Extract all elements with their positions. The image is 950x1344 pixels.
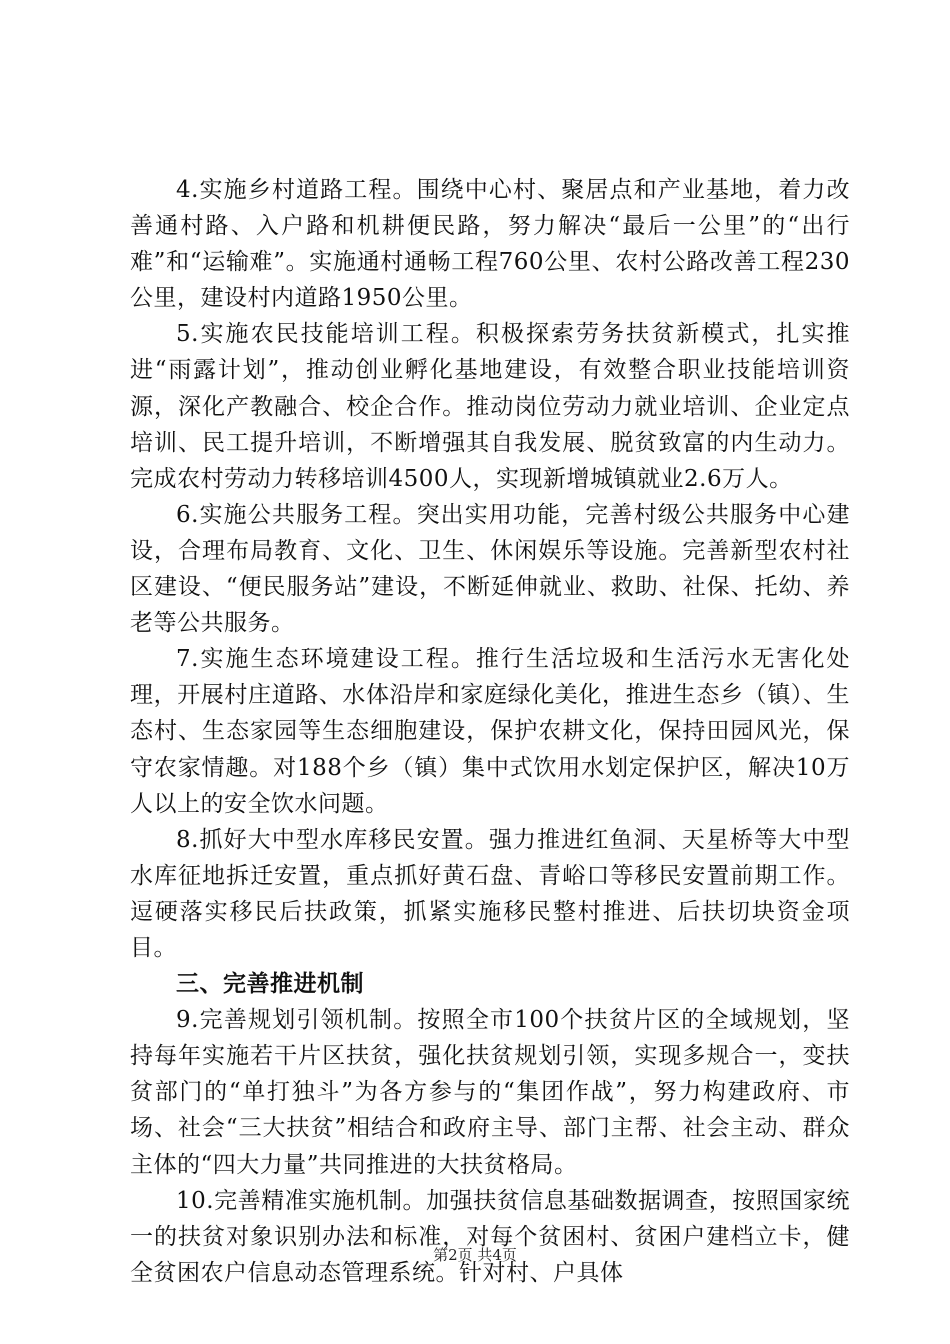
paragraph-planning-mechanism: 9.完善规划引领机制。按照全市100个扶贫片区的全域规划，坚持每年实施若干片区扶贫，强化扶贫规划引领，实现多规合一，变扶贫部门的“单打独斗”为各方参与的“集团作战”，努力构建政府、市场、社会“三大扶贫”相结合和政府主导、部门主帮、社会主动、群众主体的“四大力量”共同推进的大扶贫格局。 — [130, 1007, 850, 1178]
paragraph-precision-mechanism: 10.完善精准实施机制。加强扶贫信息基础数据调查，按照国家统一的扶贫对象识别办法和标准，对每个贫困村、贫困户建档立卡，健全贫困农户信息动态管理系统。针对村、户具体 — [130, 1187, 850, 1286]
paragraph-skills-training: 5.实施农民技能培训工程。积极探索劳务扶贫新模式，扎实推进“雨露计划”，推动创业孵化基地建设，有效整合职业技能培训资源，深化产教融合、校企合作。推动岗位劳动力就业培训、企业定点培训、民工提升培训，不断增强其自我发展、脱贫致富的内生动力。完成农村劳动力转移培训4500人，实现新增城镇就业2.6万人。 — [130, 321, 850, 492]
paragraph-ecology: 7.实施生态环境建设工程。推行生活垃圾和生活污水无害化处理，开展村庄道路、水体沿岸和家庭绿化美化，推进生态乡（镇）、生态村、生态家园等生态细胞建设，保护农耕文化，保持田园风光，保守农家情趣。对188个乡（镇）集中式饮用水划定保护区，解决10万人以上的安全饮水问题。 — [130, 646, 850, 817]
paragraph-reservoir-resettlement: 8.抓好大中型水库移民安置。强力推进红鱼洞、天星桥等大中型水库征地拆迁安置，重点抓好黄石盘、青峪口等移民安置前期工作。逗硬落实移民后扶政策，抓紧实施移民整村推进、后扶切块资金项目。 — [130, 826, 850, 961]
document-body — [130, 172, 850, 1291]
paragraph-road-project: 4.实施乡村道路工程。围绕中心村、聚居点和产业基地，着力改善通村路、入户路和机耕便民路，努力解决“最后一公里”的“出行难”和“运输难”。实施通村通畅工程760公里、农村公路改善工程230公里，建设村内道路1950公里。 — [130, 177, 850, 312]
section-heading: 三、完善推进机制 — [176, 970, 364, 998]
page-number-footer: 第2页 共4页 — [433, 1246, 517, 1264]
paragraph-public-services: 6.实施公共服务工程。突出实用功能，完善村级公共服务中心建设，合理布局教育、文化、卫生、休闲娱乐等设施。完善新型农村社区建设、“便民服务站”建设，不断延伸就业、救助、社保、托幼、养老等公共服务。 — [130, 501, 850, 637]
